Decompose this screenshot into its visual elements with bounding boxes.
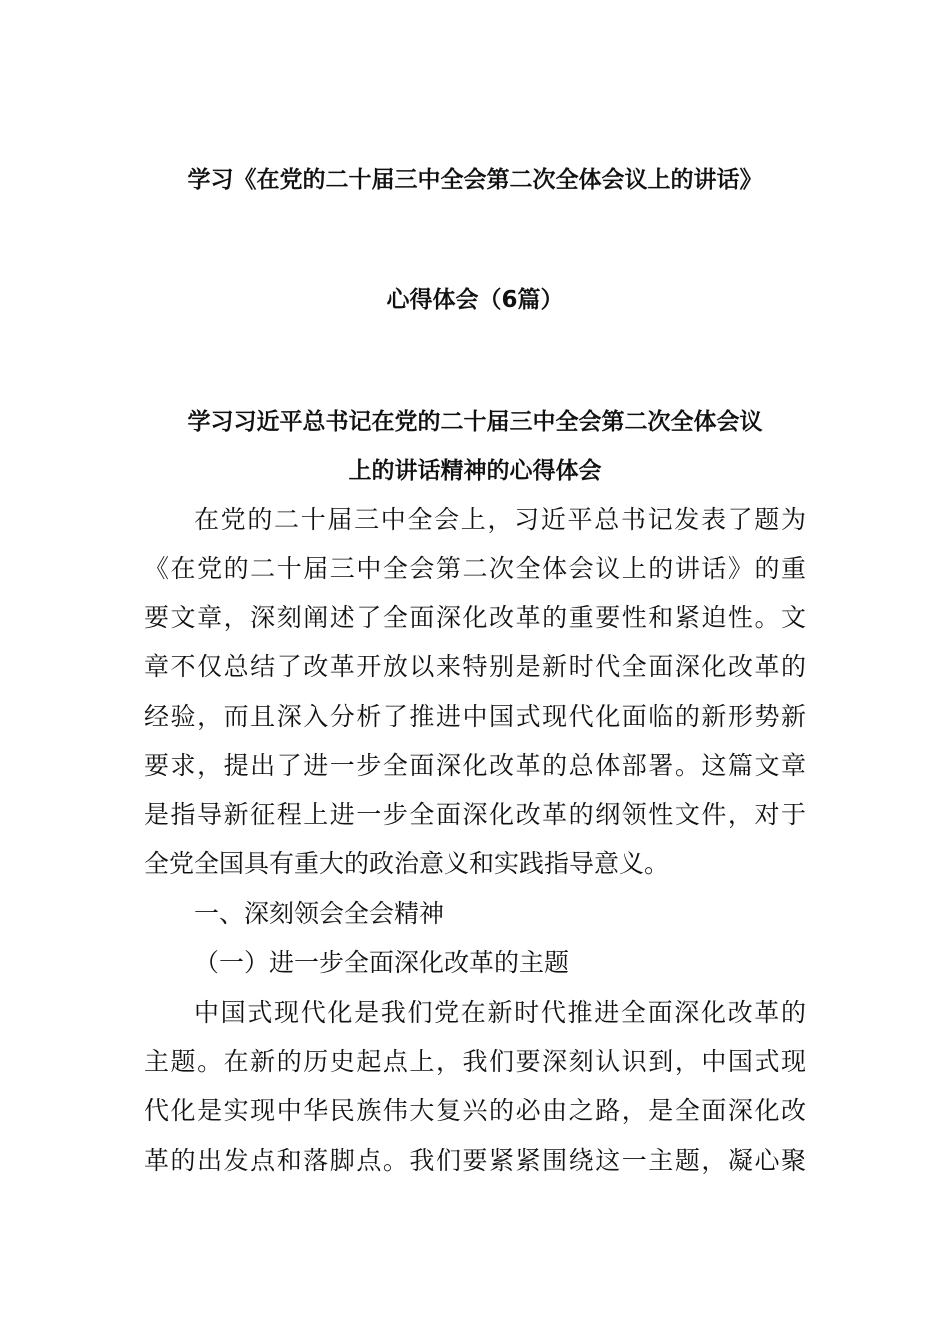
document-title-line-2: 心得体会（6篇） (386, 287, 564, 313)
paragraph-1-line: 章不仅总结了改革开放以来特别是新时代全面深化改革的 (144, 652, 806, 681)
paragraph-2-line: 革的出发点和落脚点。我们要紧紧围绕这一主题，凝心聚 (144, 1146, 806, 1175)
article-title-line-1: 学习习近平总书记在党的二十届三中全会第二次全体会议 (187, 409, 763, 435)
paragraph-1-line: 在党的二十届三中全会上，习近平总书记发表了题为 (194, 505, 806, 534)
paragraph-2-line: 主题。在新的历史起点上，我们要深刻认识到，中国式现 (144, 1047, 806, 1076)
paragraph-1-line: 经验，而且深入分析了推进中国式现代化面临的新形势新 (144, 702, 806, 731)
paragraph-1-line: 要求，提出了进一步全面深化改革的总体部署。这篇文章 (144, 751, 806, 780)
paragraph-1-line: 要文章，深刻阐述了全面深化改革的重要性和紧迫性。文 (144, 603, 806, 632)
paragraph-1-line: 《在党的二十届三中全会第二次全体会议上的讲话》的重 (144, 554, 806, 583)
paragraph-2-line: 中国式现代化是我们党在新时代推进全面深化改革的 (194, 998, 806, 1027)
paragraph-1-line: 是指导新征程上进一步全面深化改革的纲领性文件，对于 (144, 800, 806, 829)
section-heading: 一、深刻领会全会精神 (194, 899, 445, 928)
subsection-heading: （一）进一步全面深化改革的主题 (194, 948, 570, 977)
article-title-line-2: 上的讲话精神的心得体会 (348, 458, 602, 484)
document-title-line-1: 学习《在党的二十届三中全会第二次全体会议上的讲话》 (187, 167, 763, 193)
paragraph-2-line: 代化是实现中华民族伟大复兴的必由之路，是全面深化改 (144, 1096, 806, 1125)
paragraph-1-line: 全党全国具有重大的政治意义和实践指导意义。 (144, 849, 670, 878)
